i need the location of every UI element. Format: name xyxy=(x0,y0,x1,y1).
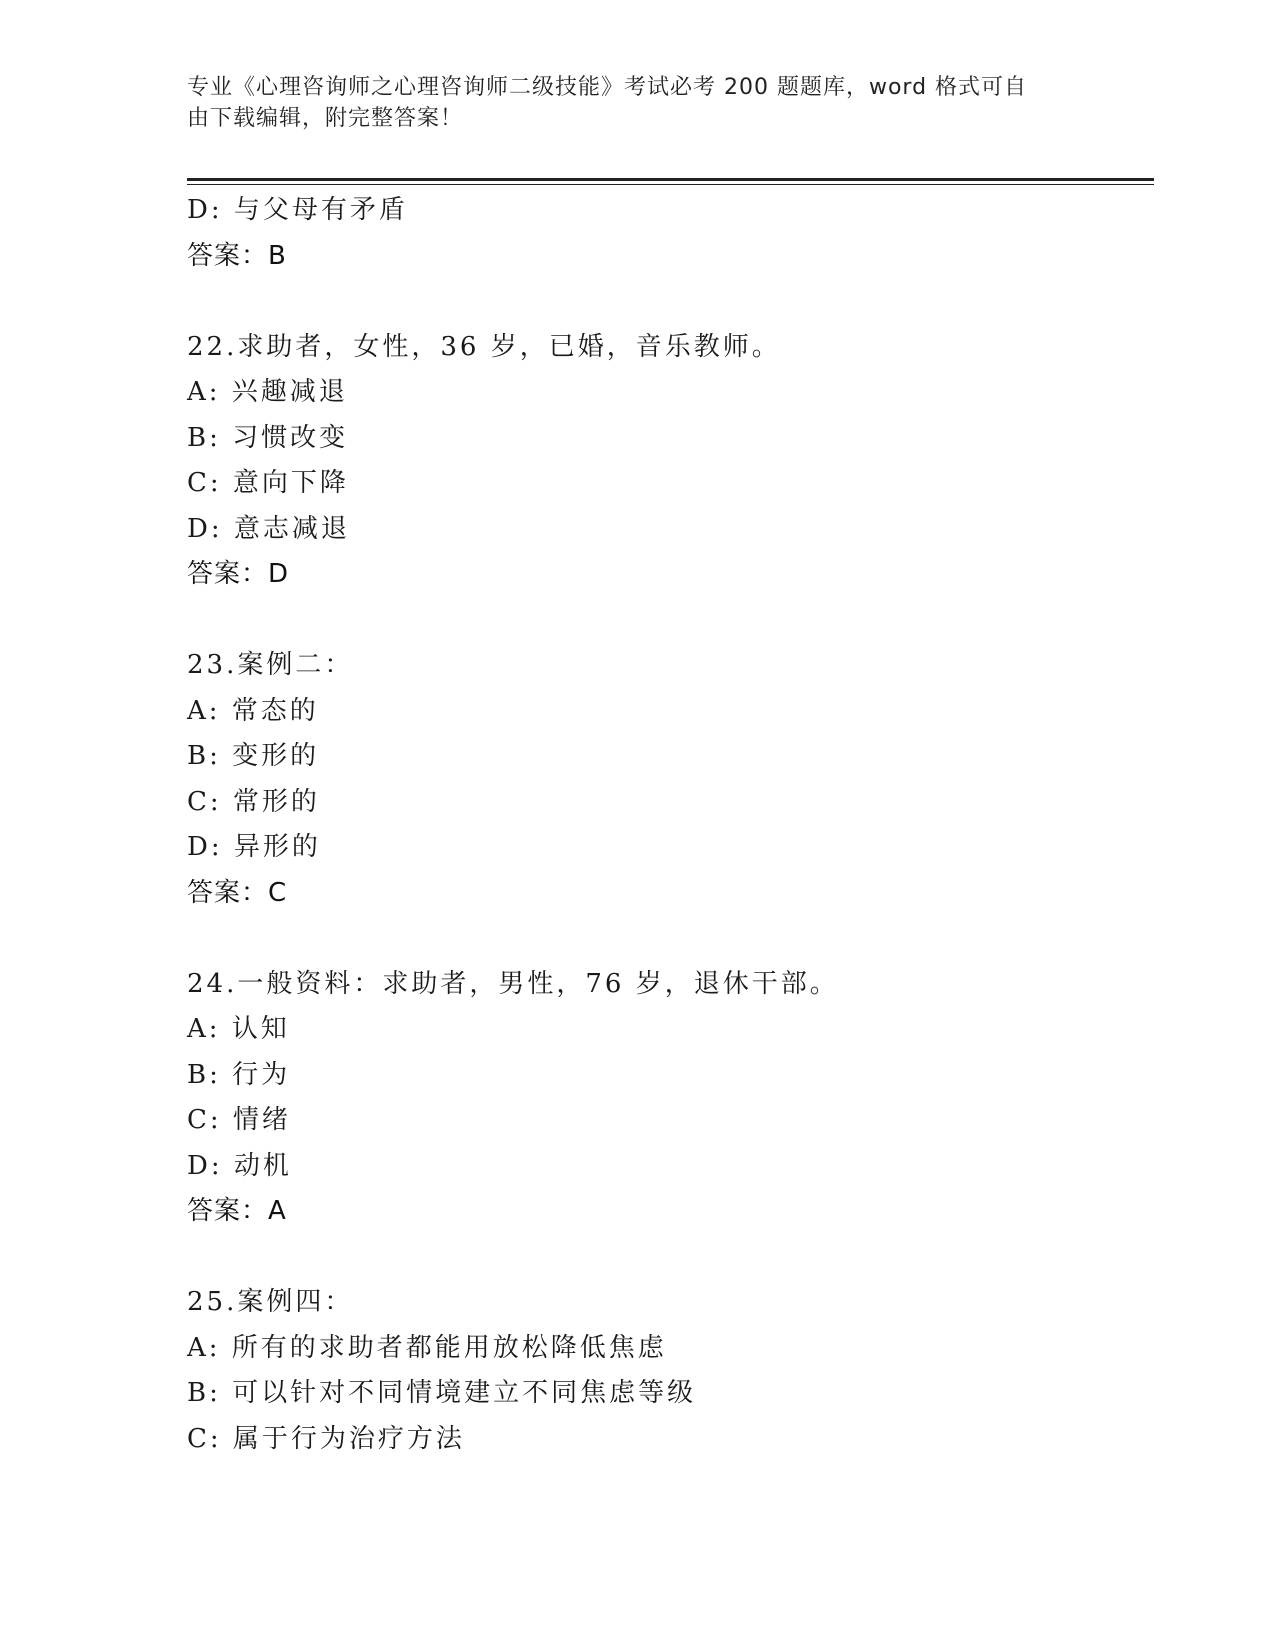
answer-option: B: 行为 xyxy=(187,1059,291,1090)
answer-option: D: 意志减退 xyxy=(187,513,350,544)
spacer xyxy=(187,1235,1147,1281)
answer-option: D: 动机 xyxy=(187,1150,292,1181)
document-header xyxy=(187,72,1087,134)
question-list xyxy=(187,188,1147,1462)
header-line-1: 专业《心理咨询师之心理咨询师二级技能》考试必考 200 题题库，word 格式可自 xyxy=(187,75,1028,100)
spacer xyxy=(187,598,1147,644)
answer-option: D: 异形的 xyxy=(187,832,321,862)
answer-option: B: 习惯改变 xyxy=(187,422,349,453)
answer-line: 答案：D xyxy=(187,559,290,589)
header-divider-thin xyxy=(187,184,1154,185)
answer-option: A: 常态的 xyxy=(187,695,319,726)
answer-option: B: 变形的 xyxy=(187,741,320,771)
answer-option: A: 所有的求助者都能用放松降低焦虑 xyxy=(187,1332,667,1363)
answer-line: 答案：A xyxy=(187,1196,287,1226)
question-stem: 22.求助者，女性，36 岁，已婚，音乐教师。 xyxy=(187,331,781,362)
spacer xyxy=(187,279,1147,325)
spacer xyxy=(187,916,1147,962)
answer-option: C: 情绪 xyxy=(187,1105,291,1135)
answer-option: D: 与父母有矛盾 xyxy=(187,195,408,225)
question-stem: 25.案例四： xyxy=(187,1287,354,1317)
answer-option: C: 属于行为治疗方法 xyxy=(187,1423,465,1454)
answer-option: A: 认知 xyxy=(187,1014,290,1044)
answer-option: A: 兴趣减退 xyxy=(187,377,348,407)
question-stem: 23.案例二： xyxy=(187,650,354,680)
answer-option: C: 意向下降 xyxy=(187,468,349,498)
answer-option: B: 可以针对不同情境建立不同焦虑等级 xyxy=(187,1378,697,1408)
header-divider-thick xyxy=(187,178,1154,181)
answer-option: C: 常形的 xyxy=(187,786,320,817)
question-stem: 24.一般资料：求助者，男性，76 岁，退休干部。 xyxy=(187,968,839,999)
answer-line: 答案：B xyxy=(187,240,287,271)
answer-line: 答案：C xyxy=(187,877,288,908)
header-line-2: 由下载编辑，附完整答案！ xyxy=(187,106,464,131)
